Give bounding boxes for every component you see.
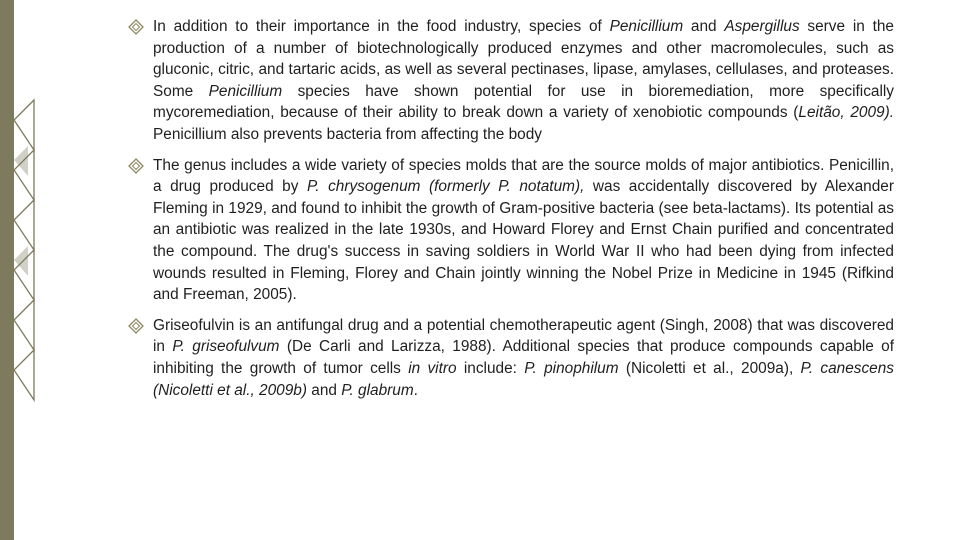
italic-text-run: Aspergillus (724, 18, 800, 35)
italic-text-run: P. chrysogenum (formerly P. notatum), (306, 178, 585, 196)
slide-content (128, 16, 894, 410)
text-run: In addition to their importance in the food industry, species of (153, 18, 610, 35)
bullet-text (153, 16, 894, 146)
italic-text-run: P. griseofulvum (172, 338, 280, 356)
text-run: and (683, 18, 725, 35)
text-run: Griseofulvin is an antifungal drug and a potential chemotherapeutic agent (Singh, 2008) that was discovered in (153, 316, 894, 356)
diamond-outline-icon (128, 19, 144, 35)
diamond-outline-icon (128, 158, 144, 174)
text-run: was accidentally discovered by Alexander Fleming in 1929, and found to inhibit the growth of Gram-positive bacteria (see beta-lactams). Its potential as an antibiotic was realized in the late 1930s, and Howard Florey and Ernst Chain purified and concentrated the compound. The drug's success in saving soldiers in World War II who had been dying from infected wounds resulted in Fleming, Florey and Chain jointly winning the Nobel Prize in Medicine in 1945 (Rifkind and Freeman, 2005). (153, 178, 894, 304)
italic-text-run: P. canescens (Nicoletti et al., 2009b) (153, 359, 894, 399)
text-run: serve in the production of a number of biotechnologically produced enzymes and other macromolecules, such as gluconic, citric, and tartaric acids, as well as several pectinases, lipase, amylases, cellulases, and proteases. Some (153, 18, 894, 100)
italic-text-run: in vitro (408, 359, 457, 377)
bullet-text (153, 155, 894, 306)
text-run: The genus includes a wide variety of species molds that are the source molds of major antibiotics. Penicillin, a drug produced by (153, 156, 894, 196)
italic-text-run: P. pinophilum (524, 359, 619, 377)
text-run: . (413, 381, 418, 399)
bullet-item (128, 155, 894, 306)
italic-text-run: P. glabrum (341, 381, 414, 399)
bullet-item (128, 315, 894, 401)
decorative-leaf-ornament (14, 0, 36, 540)
bullet-text (153, 315, 894, 401)
diamond-outline-icon (128, 318, 144, 334)
bullet-item (128, 16, 894, 146)
text-run: Penicillium also prevents bacteria from affecting the body (153, 125, 542, 143)
italic-text-run: Leitão, 2009). (798, 104, 895, 122)
text-run: (De Carli and Larizza, 1988). Additional species that produce compounds capable of inhibiting the growth of tumor cells (153, 338, 894, 377)
italic-text-run: Penicillium (208, 82, 283, 100)
italic-text-run: Penicillium (609, 18, 684, 35)
slide-sidebar-band (0, 0, 14, 540)
text-run: (Nicoletti et al., 2009a), (618, 359, 801, 377)
text-run: include: (456, 359, 525, 377)
text-run: species have shown potential for use in bioremediation, more specifically mycoremediation, because of their ability to break down a variety of xenobiotic compounds ( (153, 82, 894, 122)
text-run: and (306, 381, 342, 399)
